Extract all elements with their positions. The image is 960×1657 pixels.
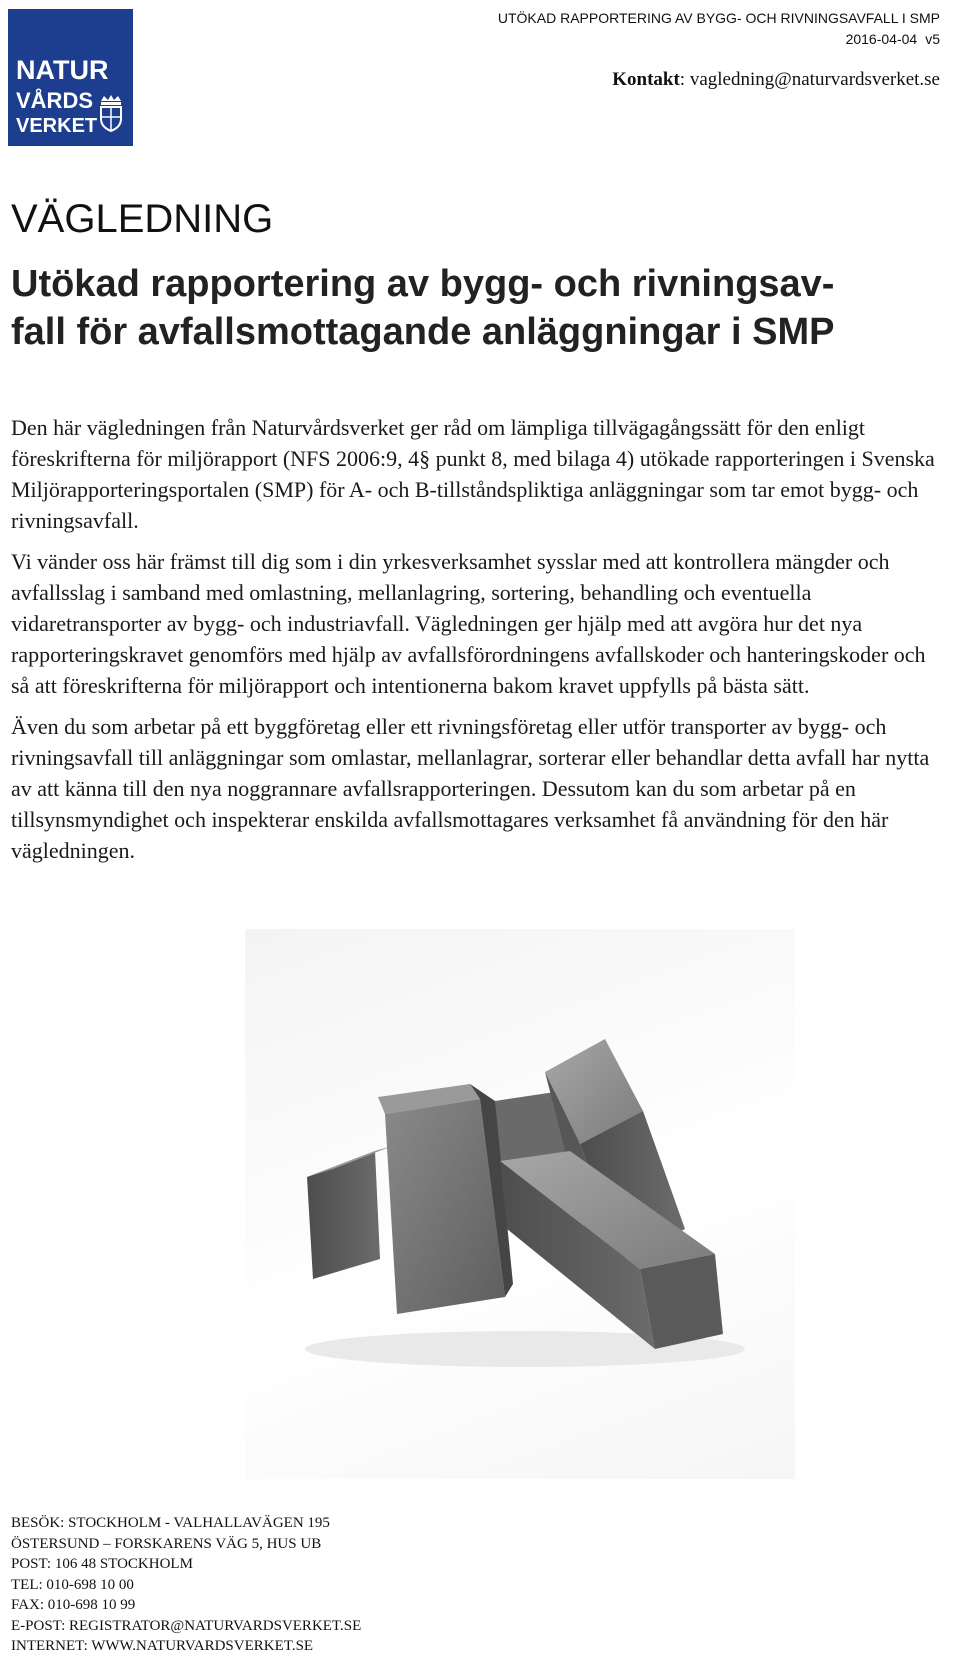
footer-post: POST: 106 48 STOCKHOLM xyxy=(11,1556,193,1572)
document-kicker: VÄGLEDNING xyxy=(11,197,274,241)
footer-contact-info xyxy=(11,1513,361,1657)
naturvardsverket-logo xyxy=(8,9,133,146)
header-version: v5 xyxy=(925,31,940,47)
paragraph-others: Även du som arbetar på ett byggföretag eller ett rivningsföretag eller utför transporter av bygg- och rivningsavfall till anläggningar som omlastar, mellanlagrar, sorterar eller behandlar detta avfall har nytta av att känna till den nya noggrannare avfallsrapporteringen. Dessutom kan du som arbetar på en tillsynsmyndighet och inspekterar enskilda avfallsmottagares verksamhet få användning för den här vägledningen. xyxy=(11,714,930,863)
crown-crest-icon xyxy=(96,93,126,133)
footer-email-link[interactable]: E-POST: REGISTRATOR@NATURVARDSVERKET.SE xyxy=(11,1617,362,1634)
footer-website-link[interactable]: INTERNET: WWW.NATURVARDSVERKET.SE xyxy=(11,1638,314,1654)
bricks-photo xyxy=(245,929,795,1479)
body-text xyxy=(11,412,946,876)
header-date-version xyxy=(846,31,940,47)
footer-visit-ostersund: ÖSTERSUND – FORSKARENS VÄG 5, HUS UB xyxy=(11,1535,322,1552)
logo-line-2: VÅRDS xyxy=(16,88,94,113)
title-line-2: fall för avfallsmottagande anläggningar i SMP xyxy=(11,311,835,353)
logo-line-1: NATUR xyxy=(16,55,109,85)
document-title xyxy=(11,260,941,356)
header-contact: Kontakt: vagledning@naturvardsverket.se xyxy=(612,69,940,90)
footer-fax: FAX: 010-698 10 99 xyxy=(11,1597,136,1613)
title-line-1: Utökad rapportering av bygg- och rivningsav- xyxy=(11,263,835,305)
footer-visit-stockholm: BESÖK: STOCKHOLM - VALHALLAVÄGEN 195 xyxy=(11,1515,330,1531)
paragraph-intro: Den här vägledningen från Naturvårdsverket ger råd om lämpliga tillvägagångssätt för den enligt föreskrifterna för miljörapport (NFS 2006:9, 4§ punkt 8, med bilaga 4) utökade rapporteringen i Svenska Miljörapporteringsportalen (SMP) för A- och B-tillståndspliktiga anläggningar som tar emot bygg- och rivningsavfall. xyxy=(11,415,935,533)
header-document-title: UTÖKAD RAPPORTERING AV BYGG- OCH RIVNINGSAVFALL I SMP xyxy=(497,10,940,26)
header-date: 2016-04-04 xyxy=(845,31,918,47)
paving-stones-illustration xyxy=(245,929,795,1479)
paragraph-audience: Vi vänder oss här främst till dig som i din yrkesverksamhet sysslar med att kontrollera mängder och avfallsslag i samband med omlastning, mellanlagring, sortering, behandling och eventuella vidaretransporter av bygg- och industriavfall. Vägledningen ger hjälp med att avgöra hur det nya rapporteringskravet genomförs med hjälp av avfallsförordningens avfallskoder och hanteringskoder och så att föreskrifterna för miljörapport och intentionerna bakom kravet uppfylls på bästa sätt. xyxy=(11,549,926,698)
logo-line-3: VERKET xyxy=(16,115,98,137)
footer-tel: TEL: 010-698 10 00 xyxy=(11,1576,134,1593)
contact-email-link[interactable]: vagledning@naturvardsverket.se xyxy=(689,69,940,90)
contact-label: Kontakt xyxy=(612,69,680,90)
